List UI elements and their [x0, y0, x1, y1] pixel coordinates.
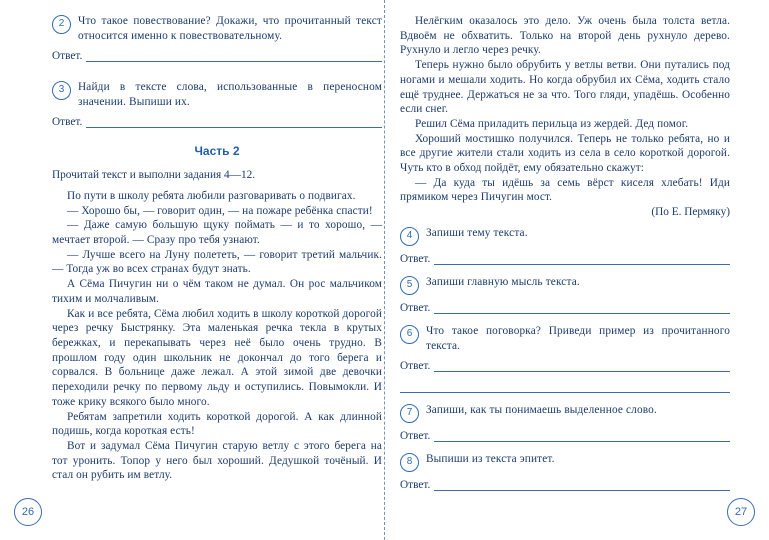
answer-rule-line[interactable] — [434, 479, 730, 491]
task-4 — [400, 226, 730, 265]
task-5 — [400, 275, 730, 314]
left-page-column — [52, 14, 382, 483]
task-number-badge: 6 — [400, 325, 419, 344]
task-7-question: Запиши, как ты понимаешь выделенное слово. — [426, 404, 657, 417]
task-7-header — [400, 403, 730, 423]
answer-label: Ответ. — [400, 360, 431, 373]
story-paragraph: Ребятам запретили ходить короткой дорогой. А как длинной подишь, когда короткая есть! — [52, 410, 382, 438]
answer-label: Ответ. — [52, 50, 83, 63]
story-paragraph: Вот и задумал Сёма Пичугин старую ветлу с этого берега на тот уронить. Топор у него был хороший. Дедушкой точёный. И стал он рубить им ветлу. — [52, 439, 382, 482]
task-5-header — [400, 275, 730, 295]
part-2-title: Часть 2 — [194, 144, 240, 159]
task-8-header — [400, 452, 730, 472]
answer-label: Ответ. — [400, 479, 431, 492]
task-3-question: Найди в тексте слова, использованные в переносном значении. Выпиши их. — [78, 81, 382, 108]
task-8-question: Выпиши из текста эпитет. — [426, 453, 555, 466]
task-4-header — [400, 226, 730, 246]
story-paragraph: Хороший мостишко получился. Теперь не только ребята, но и все другие жители стали ходить из села в село короткой дорогой. Чуть кто в обход пойдёт, ему обязательно скажут: — [400, 132, 730, 175]
task-2-question: Что такое повествование? Докажи, что прочитанный текст относится именно к повествовательному. — [78, 15, 382, 42]
task-4-question: Запиши тему текста. — [426, 227, 528, 240]
answer-label: Ответ. — [400, 253, 431, 266]
answer-label: Ответ. — [400, 430, 431, 443]
story-paragraph: — Лучше всего на Луну полететь, — говорит третий мальчик. — Тогда уж во всех странах будут знать. — [52, 248, 382, 276]
page-number-right: 27 — [727, 498, 755, 526]
story-paragraph: По пути в школу ребята любили разговаривать о подвигах. — [67, 189, 356, 202]
task-number-badge: 5 — [400, 276, 419, 295]
task-8 — [400, 452, 730, 491]
answer-label: Ответ. — [400, 302, 431, 315]
story-attribution: (По Е. Пермяку) — [651, 206, 730, 219]
task-5-question: Запиши главную мысль текста. — [426, 276, 580, 289]
task-2 — [52, 14, 382, 62]
task-7 — [400, 403, 730, 442]
story-paragraph: — Да куда ты идёшь за семь вёрст киселя хлебать! Иди прямиком через Пичугин мост. — [400, 176, 730, 204]
task-8-answer-field[interactable] — [400, 479, 730, 491]
right-page-column — [400, 14, 730, 501]
story-paragraph: — Даже самую большую щуку поймать — и то хорошо, — мечтает второй. — Сразу про тебя узнают. — [52, 219, 382, 247]
story-paragraph: Решил Сёма приладить перильца из жердей. Дед помог. — [415, 117, 689, 130]
task-3 — [52, 80, 382, 128]
answer-rule-line[interactable] — [86, 116, 382, 128]
answer-rule-line[interactable] — [434, 430, 730, 442]
task-3-answer-field[interactable] — [52, 116, 382, 128]
task-6 — [400, 324, 730, 393]
story-paragraph: Теперь нужно было обрубить у ветлы ветви. Они путались под ногами и мешали ходить. Но когда обрубил их Сёма, ходить стало ещё труднее. Держаться не за что. Того гляди, упадёшь. Особенно если снег. — [400, 59, 730, 116]
story-paragraph: А Сёма Пичугин ни о чём таком не думал. Он рос мальчиком тихим и молчаливым. — [52, 278, 382, 305]
task-number-badge: 8 — [400, 453, 419, 472]
answer-label: Ответ. — [52, 116, 83, 129]
story-paragraph: Как и все ребята, Сёма любил ходить в школу короткой дорогой через речку Быстрянку. Эта маленькая речка текла в крутых бережках, и перекапывать через неё было очень трудно. В прошлом году один школьник не докончал до того берега и сорвался. В больнице даже лежал. А этой зимой две девочки переходили речку по первому льду и оступились. Повымокли. И тоже крику всякого было много. — [52, 307, 382, 408]
page-gutter-divider — [384, 0, 385, 540]
task-4-answer-field[interactable] — [400, 253, 730, 265]
story-paragraph: — Хорошо бы, — говорит один, — на пожаре ребёнка спасти! — [67, 204, 373, 217]
answer-rule-line[interactable] — [434, 302, 730, 314]
answer-rule-line[interactable] — [400, 378, 730, 393]
answer-rule-line[interactable] — [434, 360, 730, 372]
page-number-left: 26 — [14, 498, 42, 526]
story-paragraph: Нелёгким оказалось это дело. Уж очень была толста ветла. Вдвоём не обхватить. Только на второй день рухнуло дерево. Рухнуло и легло через речку. — [400, 15, 730, 57]
task-3-header — [52, 80, 382, 109]
part-2-instruction: Прочитай текст и выполни задания 4—12. — [52, 169, 256, 182]
answer-rule-line[interactable] — [434, 253, 730, 265]
task-2-answer-field[interactable] — [52, 50, 382, 62]
task-number-badge: 7 — [400, 404, 419, 423]
task-6-answer-field[interactable] — [400, 360, 730, 372]
task-number-badge: 2 — [52, 15, 71, 34]
answer-rule-line[interactable] — [86, 50, 382, 62]
task-6-question: Что такое поговорка? Приведи пример из прочитанного текста. — [426, 325, 730, 352]
task-5-answer-field[interactable] — [400, 302, 730, 314]
task-number-badge: 4 — [400, 227, 419, 246]
task-7-answer-field[interactable] — [400, 430, 730, 442]
task-2-header — [52, 14, 382, 43]
task-6-header — [400, 324, 730, 353]
task-number-badge: 3 — [52, 81, 71, 100]
